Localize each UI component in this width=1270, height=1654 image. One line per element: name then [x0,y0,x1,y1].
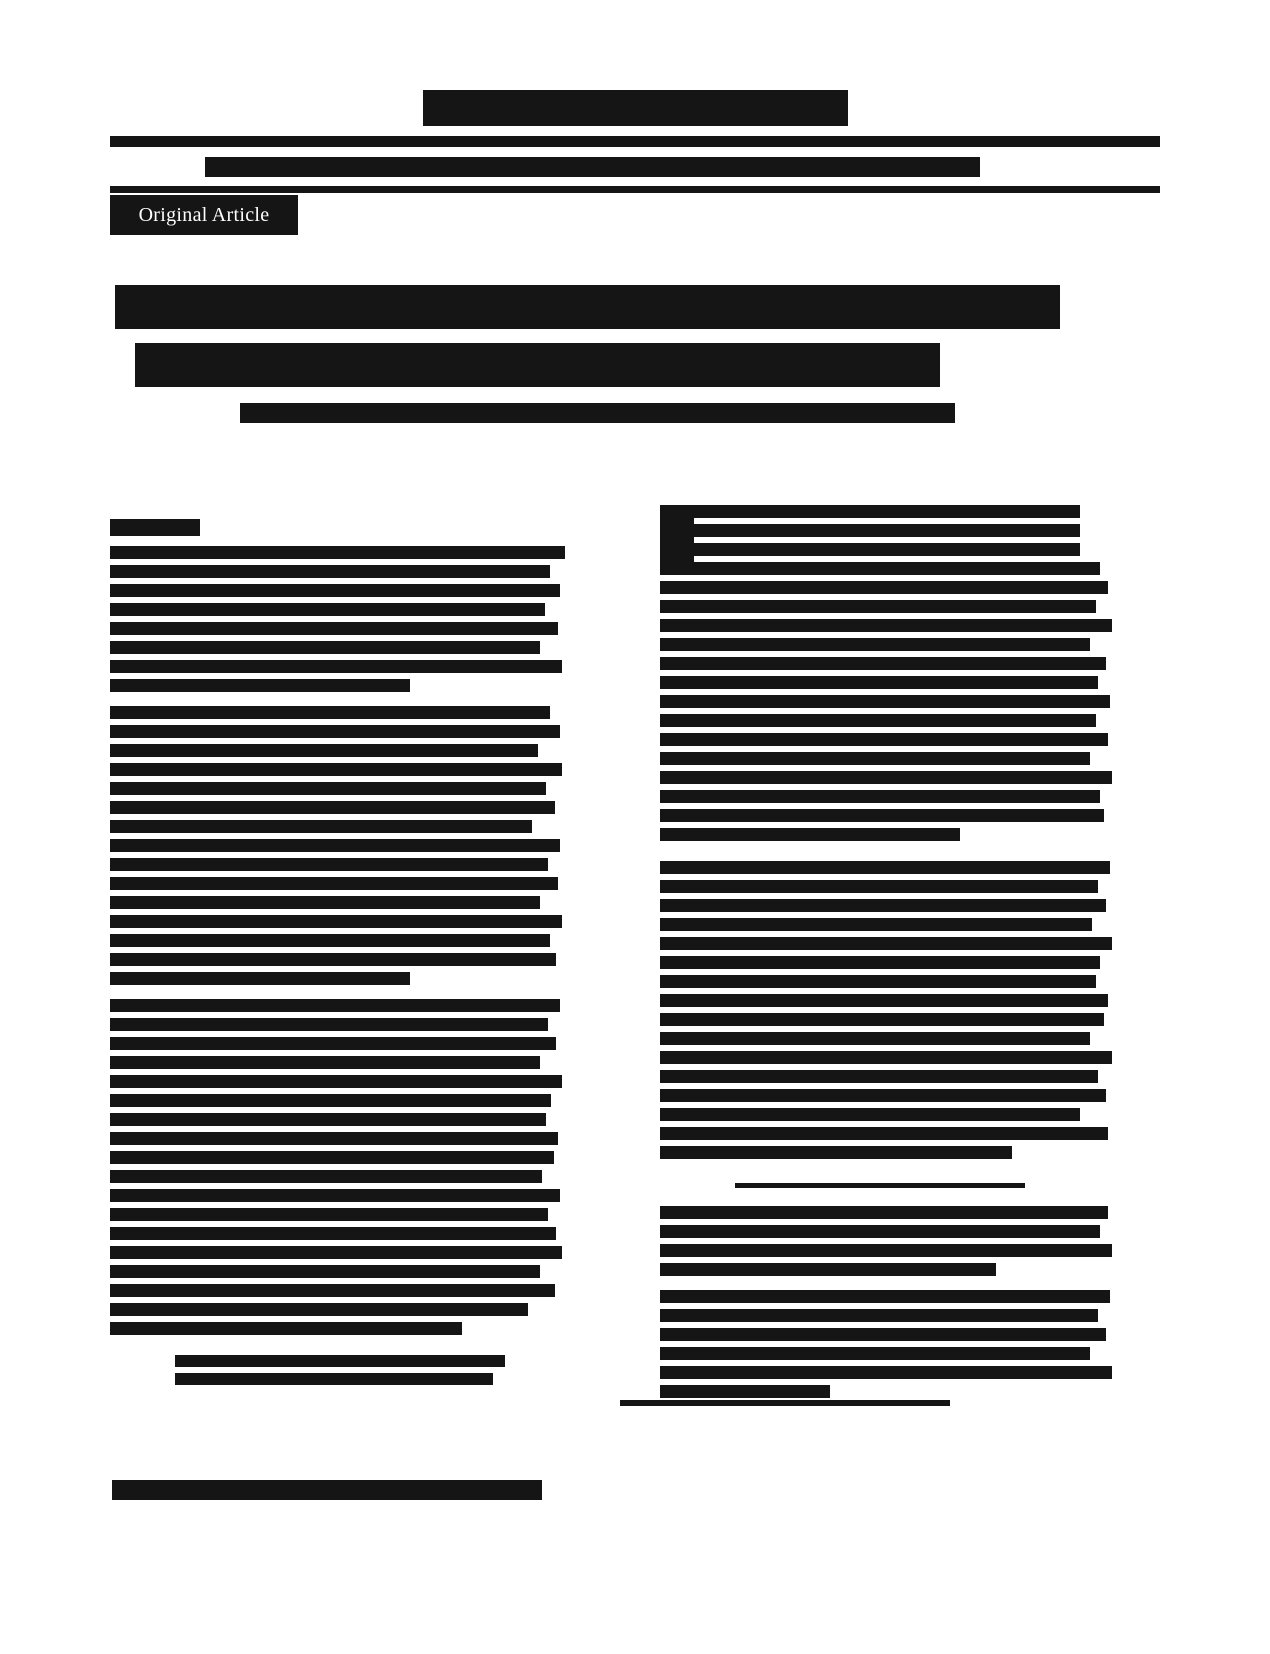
text-line [110,1227,556,1240]
article-title-line-1 [115,285,1060,329]
text-line [110,622,558,635]
text-line [660,1263,996,1276]
text-line [660,918,1092,931]
text-line [660,880,1098,893]
text-line [660,543,1080,556]
paragraph [660,1206,1160,1276]
masthead-rule-thin [110,186,1160,193]
text-line [110,999,560,1012]
article-type-flag: Original Article [110,195,298,235]
text-line [660,638,1090,651]
footnote-left [175,1355,505,1391]
text-line [110,915,562,928]
text-line [660,1366,1112,1379]
paragraph [110,999,610,1335]
section-heading [110,519,200,536]
text-line [110,896,540,909]
text-line [660,1290,1110,1303]
masthead [110,90,1160,193]
text-line [660,562,1100,575]
text-line [110,1189,560,1202]
text-line [110,820,532,833]
column-left [110,505,610,1412]
text-line [110,1246,562,1259]
text-line [110,565,550,578]
column-right [660,505,1160,1412]
text-line [175,1355,505,1367]
text-line [660,1032,1090,1045]
body-columns [110,505,1160,1412]
text-line [110,953,556,966]
text-line [110,1322,462,1335]
text-line [110,934,550,947]
text-line [660,676,1098,689]
text-line [110,1265,540,1278]
text-line [660,733,1108,746]
text-line [660,600,1096,613]
text-line [110,584,560,597]
text-line [110,546,565,559]
text-line [660,1225,1100,1238]
text-line [110,725,560,738]
text-line [110,1284,555,1297]
text-line [660,752,1090,765]
text-line [660,1347,1090,1360]
text-line [110,839,560,852]
text-line [110,744,538,757]
text-line [110,1094,551,1107]
text-line [110,1151,554,1164]
text-line [660,1108,1080,1121]
text-line [660,619,1112,632]
text-line [660,809,1104,822]
footer-rule-right [620,1400,950,1406]
text-line [110,1132,558,1145]
text-line [660,1070,1098,1083]
article-title-line-2 [135,343,940,387]
drop-cap [660,505,694,571]
text-line [110,1018,548,1031]
text-line [660,505,1080,518]
paragraph [110,706,610,985]
text-line [110,679,410,692]
text-line [660,937,1112,950]
column-rule [735,1183,1025,1188]
text-line [110,1037,556,1050]
paragraph [110,546,610,692]
text-line [660,790,1100,803]
text-line [175,1373,493,1385]
text-line [660,1089,1106,1102]
text-line [110,801,555,814]
text-line [110,782,546,795]
text-line [660,657,1106,670]
text-line [660,524,1080,537]
masthead-rule-thick [110,136,1160,147]
text-line [660,1146,1012,1159]
text-line [660,994,1108,1007]
journal-title [423,90,848,126]
text-line [110,603,545,616]
text-line [110,641,540,654]
page-footer [112,1480,542,1500]
text-line [660,861,1110,874]
text-line [110,1075,562,1088]
text-line [660,771,1112,784]
text-line [660,1385,830,1398]
text-line [660,975,1096,988]
text-line [110,706,550,719]
text-line [110,1113,546,1126]
text-line [110,1056,540,1069]
text-line [110,660,562,673]
text-line [660,1206,1108,1219]
text-line [110,858,548,871]
text-line [660,1328,1106,1341]
text-line [660,581,1108,594]
author-list [240,403,955,423]
text-line [110,1303,528,1316]
text-line [660,1013,1104,1026]
text-line [110,972,410,985]
text-line [660,828,960,841]
text-line [660,1051,1112,1064]
paragraph [660,1290,1160,1398]
text-line [660,714,1096,727]
text-line [660,1309,1098,1322]
text-line [660,1127,1108,1140]
paragraph [660,861,1160,1159]
text-line [660,956,1100,969]
journal-subtitle [205,157,980,177]
text-line [660,1244,1112,1257]
text-line [660,695,1110,708]
text-line [110,1170,542,1183]
text-line [110,877,558,890]
text-line [110,763,562,776]
text-line [660,899,1106,912]
paragraph [660,505,1160,847]
text-line [110,1208,548,1221]
title-block [115,285,1060,423]
